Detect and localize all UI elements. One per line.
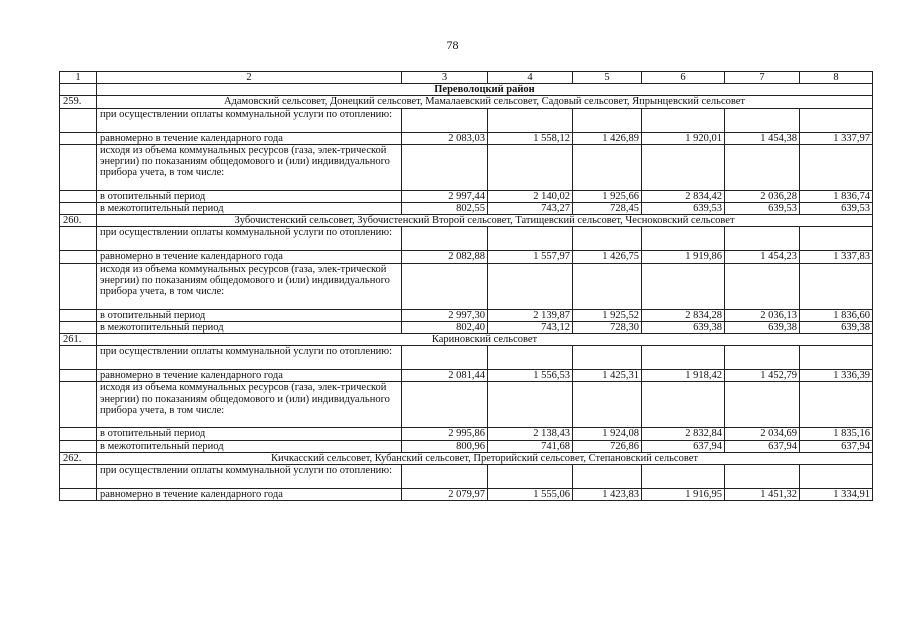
value-cell: 1 918,42: [642, 370, 725, 382]
value-cell: 637,94: [725, 440, 800, 452]
col-header: 2: [97, 72, 402, 84]
heating-row: [60, 428, 873, 440]
empty-cell: [60, 370, 97, 382]
empty-cell: [60, 108, 97, 132]
row-label: в отопительный период: [97, 428, 402, 440]
even-row: [60, 251, 873, 263]
value-cell: 2 083,03: [402, 132, 488, 144]
row-label: исходя из объема коммунальных ресурсов (газа, элек-трической энергии) по показаниям общедомового и (или) индивидуального прибора учета, в том числе:: [97, 263, 402, 309]
empty-cell: [725, 108, 800, 132]
value-cell: 2 140,02: [488, 190, 573, 202]
row-label: в межотопительный период: [97, 440, 402, 452]
empty-cell: [60, 227, 97, 251]
value-cell: 1 454,23: [725, 251, 800, 263]
col-header: 4: [488, 72, 573, 84]
interheating-row: [60, 321, 873, 333]
value-cell: 639,38: [642, 321, 725, 333]
volume-intro-row: [60, 144, 873, 190]
interheating-row: [60, 203, 873, 215]
empty-cell: [488, 227, 573, 251]
payment-intro-row: [60, 227, 873, 251]
empty-cell: [488, 465, 573, 489]
value-cell: 726,86: [573, 440, 642, 452]
value-cell: 2 997,30: [402, 309, 488, 321]
value-cell: 1 558,12: [488, 132, 573, 144]
district-row: [60, 84, 873, 96]
value-cell: 743,27: [488, 203, 573, 215]
empty-cell: [488, 108, 573, 132]
value-cell: 1 919,86: [642, 251, 725, 263]
empty-cell: [60, 465, 97, 489]
value-cell: 802,40: [402, 321, 488, 333]
payment-intro-row: [60, 465, 873, 489]
empty-cell: [60, 144, 97, 190]
empty-cell: [60, 84, 97, 96]
group-title: Кариновский сельсовет: [97, 334, 873, 346]
empty-cell: [800, 382, 873, 428]
empty-cell: [60, 428, 97, 440]
value-cell: 741,68: [488, 440, 573, 452]
empty-cell: [725, 465, 800, 489]
empty-cell: [488, 263, 573, 309]
value-cell: 1 924,08: [573, 428, 642, 440]
col-header: 3: [402, 72, 488, 84]
empty-cell: [402, 227, 488, 251]
empty-cell: [725, 382, 800, 428]
value-cell: 1 556,53: [488, 370, 573, 382]
row-label: исходя из объема коммунальных ресурсов (газа, элек-трической энергии) по показаниям общедомового и (или) индивидуального прибора учета, в том числе:: [97, 144, 402, 190]
group-header-row: [60, 215, 873, 227]
row-label: в межотопительный период: [97, 321, 402, 333]
value-cell: 1 426,75: [573, 251, 642, 263]
value-cell: 800,96: [402, 440, 488, 452]
value-cell: 2 834,28: [642, 309, 725, 321]
group-title: Адамовский сельсовет, Донецкий сельсовет, Мамалаевский сельсовет, Садовый сельсовет, Япрынцевский сельсовет: [97, 96, 873, 108]
empty-cell: [725, 227, 800, 251]
even-row: [60, 370, 873, 382]
value-cell: 2 036,13: [725, 309, 800, 321]
value-cell: 1 835,16: [800, 428, 873, 440]
value-cell: 1 836,60: [800, 309, 873, 321]
heating-row: [60, 190, 873, 202]
value-cell: 2 997,44: [402, 190, 488, 202]
empty-cell: [725, 144, 800, 190]
col-header: 6: [642, 72, 725, 84]
empty-cell: [402, 144, 488, 190]
group-header-row: [60, 334, 873, 346]
empty-cell: [573, 263, 642, 309]
row-label: при осуществлении оплаты коммунальной услуги по отоплению:: [97, 465, 402, 489]
value-cell: 1 454,38: [725, 132, 800, 144]
empty-cell: [60, 346, 97, 370]
value-cell: 1 423,83: [573, 489, 642, 501]
value-cell: 1 920,01: [642, 132, 725, 144]
payment-intro-row: [60, 108, 873, 132]
value-cell: 2 832,84: [642, 428, 725, 440]
value-cell: 1 557,97: [488, 251, 573, 263]
row-label: в межотопительный период: [97, 203, 402, 215]
group-header-row: [60, 96, 873, 108]
empty-cell: [800, 227, 873, 251]
value-cell: 2 139,87: [488, 309, 573, 321]
volume-intro-row: [60, 382, 873, 428]
value-cell: 2 036,28: [725, 190, 800, 202]
empty-cell: [573, 465, 642, 489]
empty-cell: [488, 144, 573, 190]
row-label: равномерно в течение календарного года: [97, 489, 402, 501]
value-cell: 2 079,97: [402, 489, 488, 501]
col-header: 7: [725, 72, 800, 84]
value-cell: 728,30: [573, 321, 642, 333]
row-label: равномерно в течение календарного года: [97, 251, 402, 263]
even-row: [60, 132, 873, 144]
empty-cell: [60, 321, 97, 333]
heating-row: [60, 309, 873, 321]
empty-cell: [642, 144, 725, 190]
value-cell: 1 426,89: [573, 132, 642, 144]
empty-cell: [60, 489, 97, 501]
empty-cell: [402, 382, 488, 428]
value-cell: 1 925,66: [573, 190, 642, 202]
empty-cell: [402, 346, 488, 370]
row-number: 261.: [60, 334, 97, 346]
empty-cell: [60, 132, 97, 144]
value-cell: 2 034,69: [725, 428, 800, 440]
value-cell: 2 834,42: [642, 190, 725, 202]
empty-cell: [573, 346, 642, 370]
value-cell: 1 555,06: [488, 489, 573, 501]
row-label: при осуществлении оплаты коммунальной услуги по отоплению:: [97, 346, 402, 370]
empty-cell: [725, 263, 800, 309]
payment-intro-row: [60, 346, 873, 370]
empty-cell: [402, 465, 488, 489]
empty-cell: [642, 263, 725, 309]
value-cell: 1 336,39: [800, 370, 873, 382]
value-cell: 639,38: [800, 321, 873, 333]
row-number: 262.: [60, 452, 97, 464]
empty-cell: [642, 465, 725, 489]
empty-cell: [573, 108, 642, 132]
value-cell: 1 452,79: [725, 370, 800, 382]
value-cell: 639,53: [725, 203, 800, 215]
empty-cell: [642, 382, 725, 428]
empty-cell: [60, 190, 97, 202]
table-body: [60, 72, 873, 501]
row-number: 259.: [60, 96, 97, 108]
empty-cell: [60, 440, 97, 452]
empty-cell: [60, 382, 97, 428]
row-label: исходя из объема коммунальных ресурсов (газа, элек-трической энергии) по показаниям общедомового и (или) индивидуального прибора учета, в том числе:: [97, 382, 402, 428]
even-row: [60, 489, 873, 501]
row-label: равномерно в течение календарного года: [97, 370, 402, 382]
empty-cell: [60, 203, 97, 215]
row-label: при осуществлении оплаты коммунальной услуги по отоплению:: [97, 227, 402, 251]
empty-cell: [402, 263, 488, 309]
row-label: равномерно в течение календарного года: [97, 132, 402, 144]
value-cell: 1 337,97: [800, 132, 873, 144]
row-label: в отопительный период: [97, 190, 402, 202]
empty-cell: [642, 108, 725, 132]
value-cell: 639,38: [725, 321, 800, 333]
row-number: 260.: [60, 215, 97, 227]
group-title: Зубочистенский сельсовет, Зубочистенский Второй сельсовет, Татищевский сельсовет, Чесноковский сельсовет: [97, 215, 873, 227]
empty-cell: [725, 346, 800, 370]
empty-cell: [573, 144, 642, 190]
empty-cell: [573, 227, 642, 251]
empty-cell: [800, 108, 873, 132]
row-label: в отопительный период: [97, 309, 402, 321]
empty-cell: [60, 309, 97, 321]
value-cell: 743,12: [488, 321, 573, 333]
value-cell: 1 836,74: [800, 190, 873, 202]
value-cell: 1 425,31: [573, 370, 642, 382]
value-cell: 639,53: [642, 203, 725, 215]
value-cell: 637,94: [642, 440, 725, 452]
empty-cell: [402, 108, 488, 132]
empty-cell: [800, 263, 873, 309]
empty-cell: [642, 346, 725, 370]
empty-cell: [488, 346, 573, 370]
volume-intro-row: [60, 263, 873, 309]
header-row: [60, 72, 873, 84]
empty-cell: [60, 263, 97, 309]
value-cell: 2 138,43: [488, 428, 573, 440]
value-cell: 1 916,95: [642, 489, 725, 501]
empty-cell: [60, 251, 97, 263]
value-cell: 1 337,83: [800, 251, 873, 263]
col-header: 5: [573, 72, 642, 84]
empty-cell: [488, 382, 573, 428]
value-cell: 1 925,52: [573, 309, 642, 321]
col-header: 1: [60, 72, 97, 84]
empty-cell: [800, 144, 873, 190]
value-cell: 1 451,32: [725, 489, 800, 501]
value-cell: 1 334,91: [800, 489, 873, 501]
value-cell: 2 081,44: [402, 370, 488, 382]
value-cell: 2 995,86: [402, 428, 488, 440]
empty-cell: [642, 227, 725, 251]
district-title: Переволоцкий район: [97, 84, 873, 96]
interheating-row: [60, 440, 873, 452]
page-number: 78: [446, 38, 459, 52]
group-title: Кичкасский сельсовет, Кубанский сельсовет, Преторийский сельсовет, Степановский сельсовет: [97, 452, 873, 464]
empty-cell: [800, 465, 873, 489]
value-cell: 802,55: [402, 203, 488, 215]
group-header-row: [60, 452, 873, 464]
value-cell: 728,45: [573, 203, 642, 215]
empty-cell: [800, 346, 873, 370]
tariff-table: [59, 71, 873, 501]
value-cell: 637,94: [800, 440, 873, 452]
value-cell: 2 082,88: [402, 251, 488, 263]
col-header: 8: [800, 72, 873, 84]
value-cell: 639,53: [800, 203, 873, 215]
empty-cell: [573, 382, 642, 428]
row-label: при осуществлении оплаты коммунальной услуги по отоплению:: [97, 108, 402, 132]
